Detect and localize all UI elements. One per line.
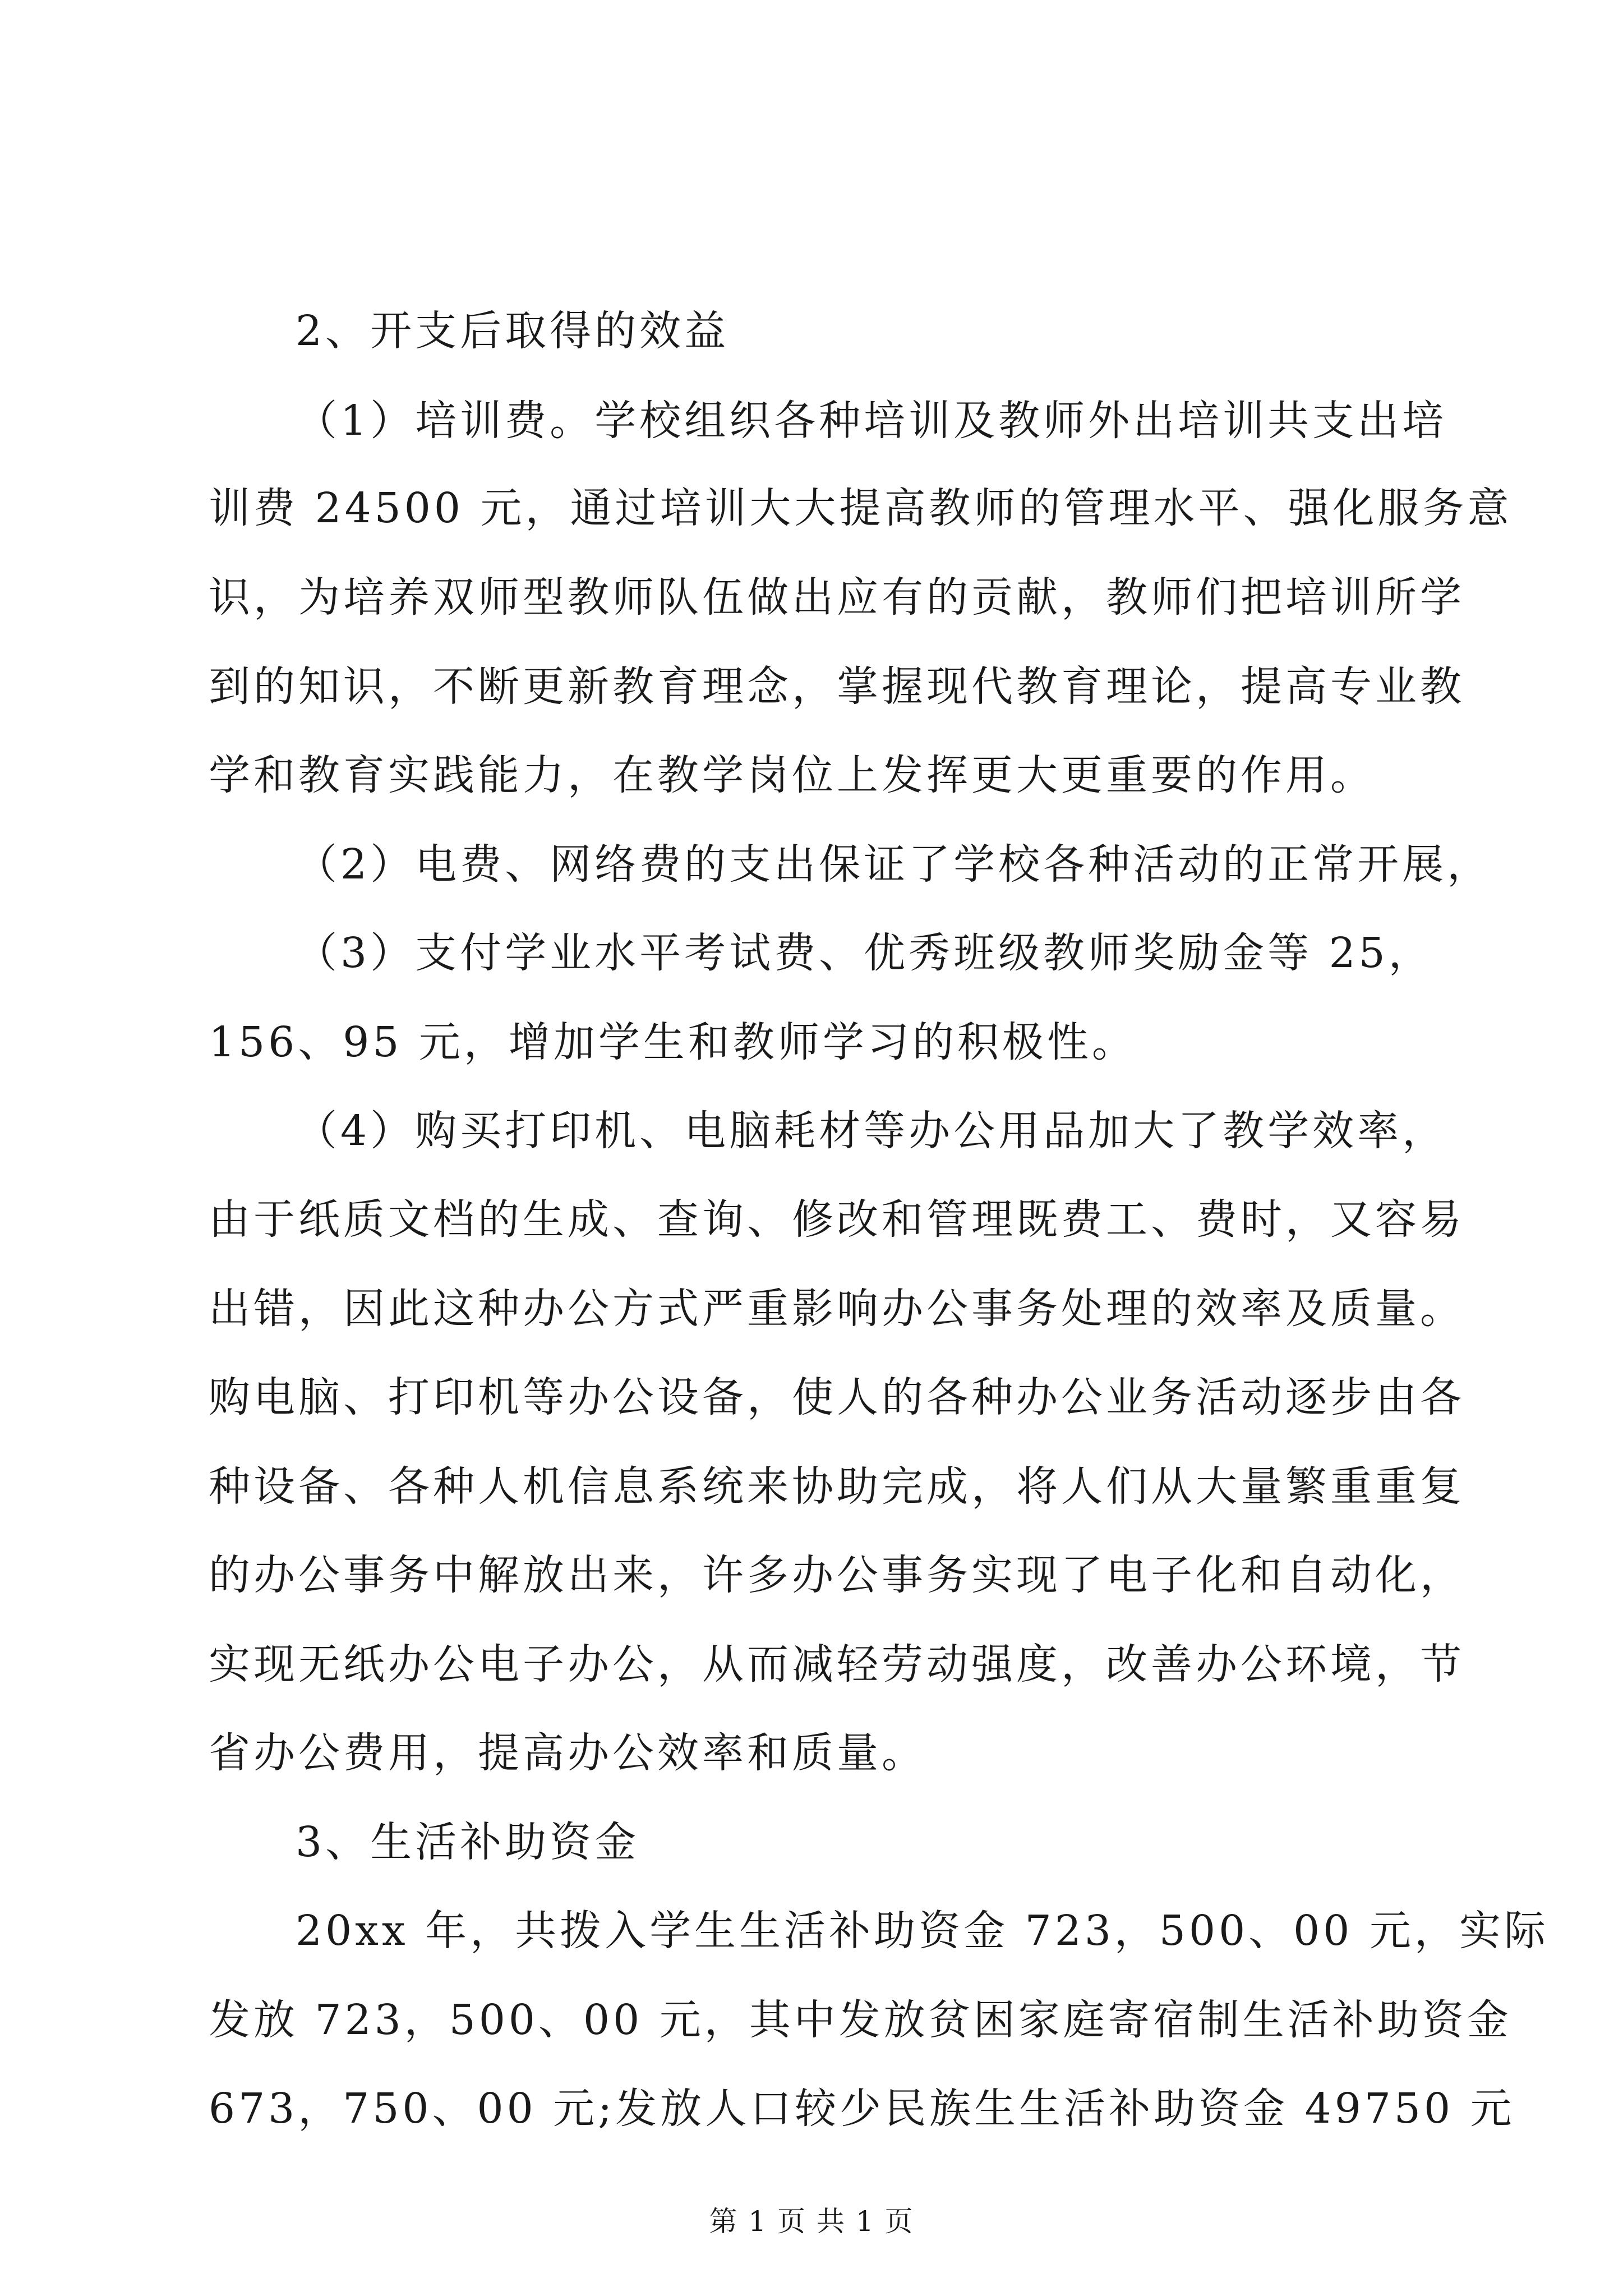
paragraph-line: （3）支付学业水平考试费、优秀班级教师奖励金等 25， [296, 929, 1433, 977]
paragraph-line: （1）培训费。学校组织各种培训及教师外出培训共支出培 [296, 397, 1447, 445]
paragraph-line: 种设备、各种人机信息系统来协助完成，将人们从大量繁重重复 [209, 1462, 1465, 1511]
body-line [0, 1542, 1623, 1609]
paragraph-line: 训费 24500 元，通过培训大大提高教师的管理水平、强化服务意 [209, 484, 1513, 532]
body-line [0, 919, 1623, 987]
paragraph-line: 出错，因此这种办公方式严重影响办公事务处理的效率及质量。 [209, 1285, 1465, 1333]
paragraph-line: 156、95 元，增加学生和教师学习的积极性。 [209, 1018, 1137, 1066]
paragraph-line: 发放 723，500、00 元，其中发放贫困家庭寄宿制生活补助资金 [209, 1996, 1512, 2044]
paragraph-line: 实现无纸办公电子办公，从而减轻劳动强度，改善办公环境，节 [209, 1640, 1465, 1688]
paragraph-line: 的办公事务中解放出来，许多办公事务实现了电子化和自动化， [209, 1551, 1465, 1599]
paragraph-line: 学和教育实践能力，在教学岗位上发挥更大更重要的作用。 [209, 751, 1375, 799]
section-heading: 3、生活补助资金 [296, 1818, 640, 1866]
body-line [0, 742, 1623, 809]
body-line [0, 1453, 1623, 1520]
paragraph-line: 由于纸质文档的生成、查询、修改和管理既费工、费时，又容易 [209, 1195, 1465, 1244]
paragraph-line: 省办公费用，提高办公效率和质量。 [209, 1729, 926, 1777]
body-line [0, 564, 1623, 631]
body-line [0, 1986, 1623, 2054]
body-line [0, 1631, 1623, 1698]
paragraph-line: （4）购买打印机、电脑耗材等办公用品加大了教学效率， [296, 1107, 1447, 1155]
paragraph-line: （2）电费、网络费的支出保证了学校各种活动的正常开展， [296, 840, 1492, 889]
body-line [0, 1719, 1623, 1787]
body-line [0, 2075, 1623, 2142]
body-line [0, 1364, 1623, 1431]
paragraph-line: 购电脑、打印机等办公设备，使人的各种办公业务活动逐步由各 [209, 1373, 1465, 1421]
body-line [0, 297, 1623, 365]
body-line [0, 475, 1623, 542]
body-line [0, 1186, 1623, 1253]
body-line [0, 831, 1623, 898]
paragraph-line: 到的知识，不断更新教育理念，掌握现代教育理论，提高专业教 [209, 662, 1465, 711]
paragraph-line: 识，为培养双师型教师队伍做出应有的贡献，教师们把培训所学 [209, 573, 1465, 622]
body-line [0, 387, 1623, 454]
body-line [0, 1009, 1623, 1076]
section-heading: 2、开支后取得的效益 [296, 307, 730, 355]
body-line [0, 1097, 1623, 1165]
paragraph-line: 673，750、00 元;发放人口较少民族生生活补助资金 49750 元 [209, 2085, 1515, 2133]
body-line [0, 1897, 1623, 1964]
page-footer: 第 1 页 共 1 页 [709, 2205, 914, 2238]
body-line [0, 1275, 1623, 1342]
body-line [0, 653, 1623, 720]
paragraph-line: 20xx 年，共拨入学生生活补助资金 723，500、00 元，实际 [296, 1907, 1549, 1955]
body-line [0, 1809, 1623, 1876]
